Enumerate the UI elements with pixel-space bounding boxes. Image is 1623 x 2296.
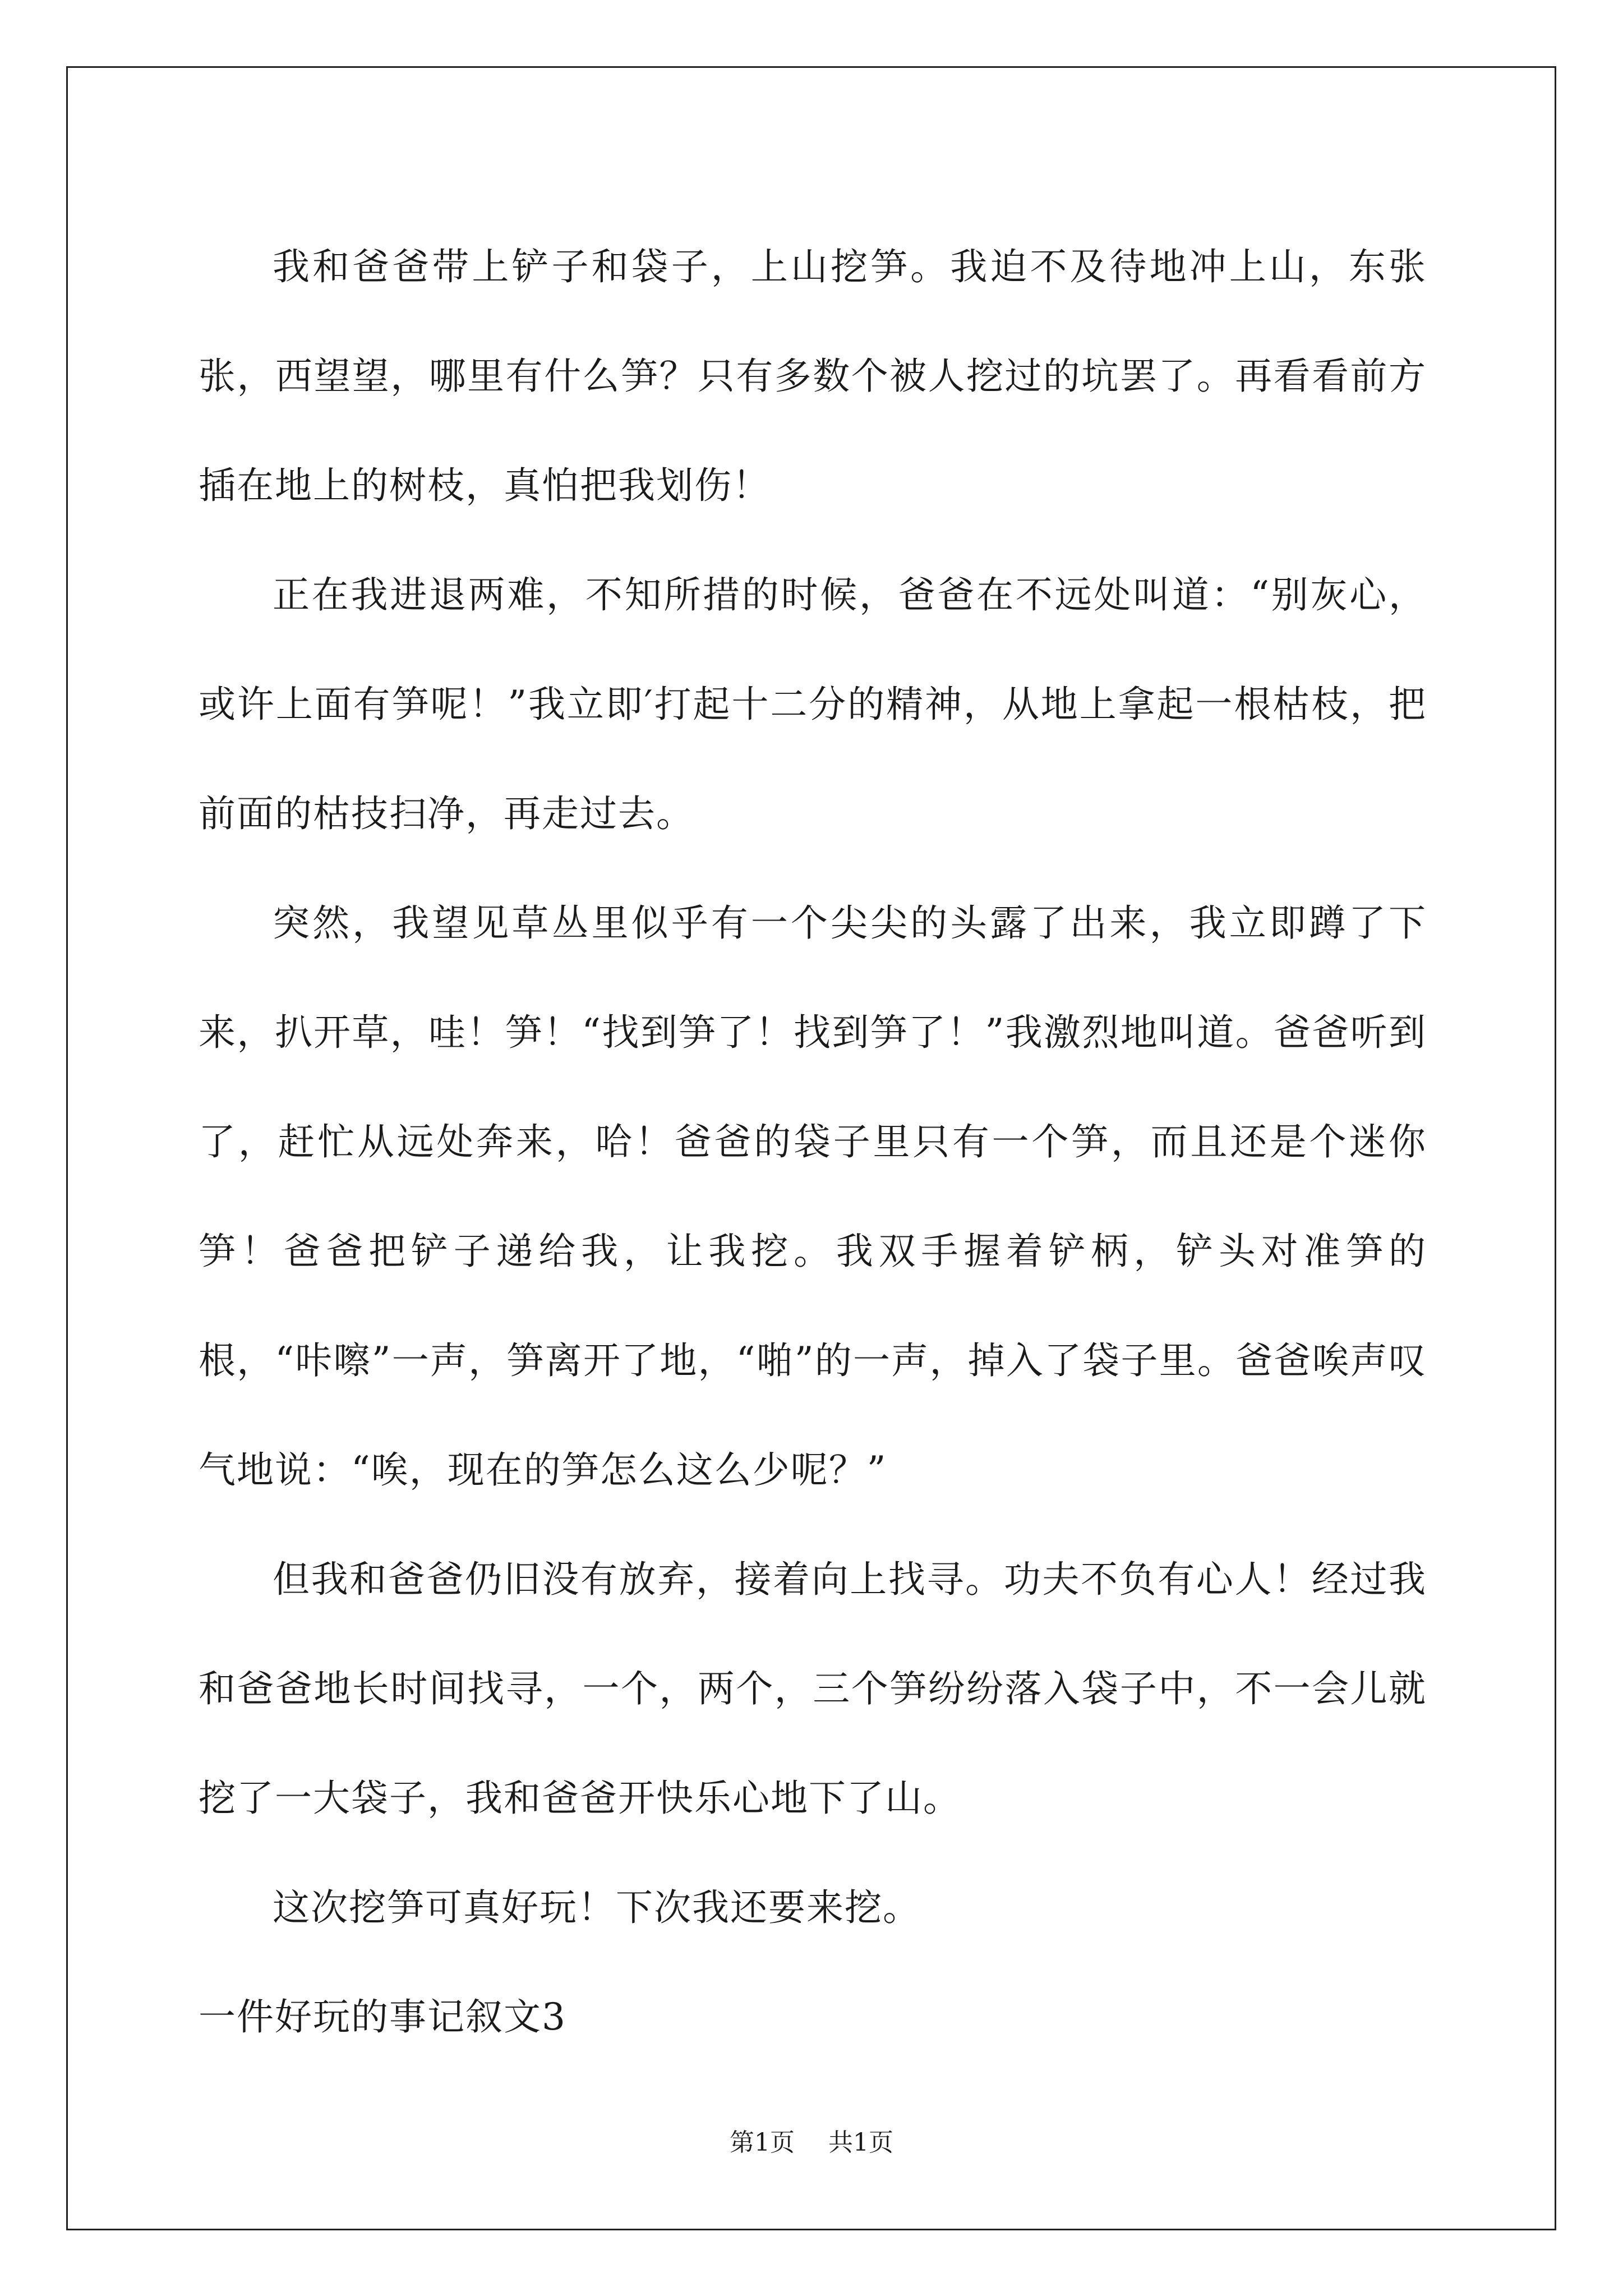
section-heading: 一件好玩的事记叙文3	[199, 1995, 566, 2039]
paragraph-5: 这次挖笋可真好玩！下次我还要来挖。	[273, 1886, 921, 1929]
page-total: 共1页	[828, 2128, 893, 2157]
page-footer	[0, 2126, 1623, 2160]
paragraph-1: 我和爸爸带上铲子和袋子，上山挖笋。我迫不及待地冲上山，东张张，西望望，哪里有什么笋？只有多数个被人挖过的坑罢了。再看看前方插在地上的树枝，真怕把我划伤！	[199, 245, 1427, 507]
paragraph-4: 但我和爸爸仍旧没有放弃，接着向上找寻。功夫不负有心人！经过我和爸爸地长时间找寻，一个，两个，三个笋纷纷落入袋子中，不一会儿就挖了一大袋子，我和爸爸开快乐心地下了山。	[199, 1558, 1427, 1820]
paragraph-3: 突然，我望见草丛里似乎有一个尖尖的头露了出来，我立即蹲了下来，扒开草，哇！笋！“找到笋了！找到笋了！”我激烈地叫道。爸爸听到了，赶忙从远处奔来，哈！爸爸的袋子里只有一个笋，而且还是个迷你笋！爸爸把铲子递给我，让我挖。我双手握着铲柄，铲头对准笋的根，“咔嚓”一声，笋离开了地，“啪”的一声，掉入了袋子里。爸爸唉声叹气地说：“唉，现在的笋怎么这么少呢？”	[199, 901, 1427, 1492]
paragraph-2: 正在我进退两难，不知所措的时候，爸爸在不远处叫道：“别灰心，或许上面有笋呢！”我立即′打起十二分的精神，从地上拿起一根枯枝，把前面的枯技扫净，再走过去。	[199, 573, 1427, 835]
page-number: 第1页	[730, 2128, 795, 2157]
document-body	[199, 212, 1427, 2072]
